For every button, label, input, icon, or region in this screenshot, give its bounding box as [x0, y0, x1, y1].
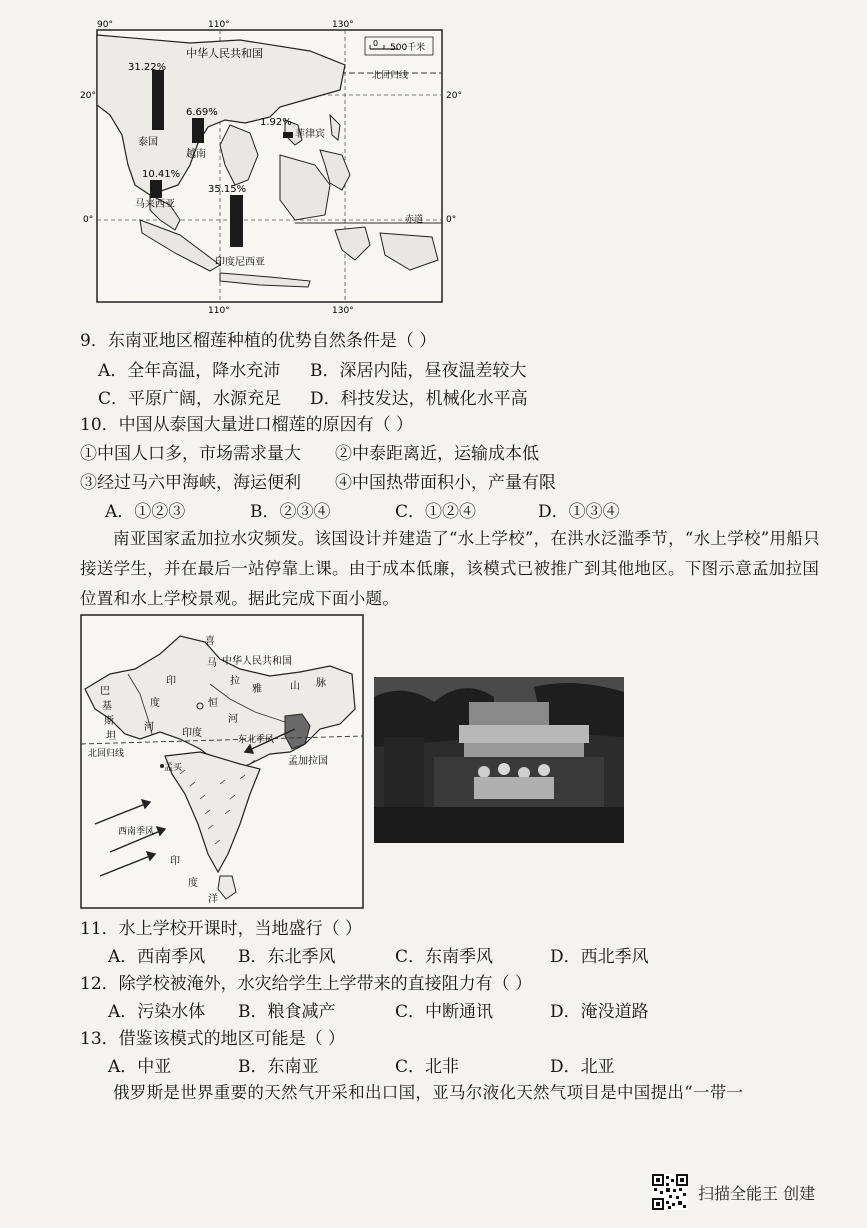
map2-label-india: 印度 [182, 728, 202, 739]
svg-text:0: 0 [373, 39, 379, 48]
question-11-option-b[interactable]: B．东北季风 [238, 947, 336, 967]
pakistan-3: 斯 [104, 716, 114, 727]
himalaya-1: 喜 [205, 636, 215, 647]
question-11-stem: 11．水上学校开课时，当地盛行（ ） [80, 919, 363, 939]
question-11-option-a[interactable]: A．西南季风 [108, 947, 206, 967]
lat-0-right: 0° [446, 215, 457, 225]
south-asia-map-svg [80, 614, 364, 909]
lon-130: 130° [332, 20, 354, 30]
label-mumbai: 孟买 [164, 763, 183, 773]
south-asia-map [80, 614, 364, 909]
label-malaysia: 马来西亚 [135, 199, 175, 210]
question-13-option-d[interactable]: D．北亚 [550, 1057, 615, 1077]
scale-label: 500千米 [390, 43, 426, 53]
lon-130-bottom: 130° [332, 306, 354, 315]
label-china: 中华人民共和国 [186, 47, 263, 60]
lon-90: 90° [97, 20, 113, 30]
lon-110-bottom: 110° [208, 306, 230, 315]
himalaya-2: 马 [207, 658, 217, 669]
passage-bangladesh: 南亚国家孟加拉水灾频发。该国设计并建造了“水上学校”，在洪水泛滥季节，“水上学校”用船只接送学生，并在最后一站停靠上课。由于成本低廉，该模式已被推广到其他地区。下图示意孟加拉国位置和水上学校景观。据此完成下面小题。 [80, 529, 820, 608]
pct-malaysia: 10.41% [142, 169, 181, 180]
ocean-1: 印 [170, 856, 180, 867]
lat-20-right: 20° [446, 91, 462, 101]
pakistan-4: 坦 [106, 731, 116, 742]
question-13-option-c[interactable]: C．北非 [395, 1057, 460, 1077]
question-10-option-a[interactable]: A．①②③ [105, 502, 186, 522]
question-10-option-d[interactable]: D．①③④ [538, 502, 620, 522]
question-10-stem: 10．中国从泰国大量进口榴莲的原因有（ ） [80, 415, 414, 435]
label-indonesia: 印度尼西亚 [215, 257, 265, 268]
bar-malaysia [150, 180, 162, 198]
himalaya-3: 拉 [230, 676, 240, 687]
question-10-statement-2: ②中泰距离近，运输成本低 [335, 444, 539, 464]
ocean-2: 度 [188, 878, 198, 889]
label-tropic: 北回归线 [372, 71, 409, 81]
question-10-option-b[interactable]: B．②③④ [250, 502, 331, 522]
question-10-option-c[interactable]: C．①②④ [395, 502, 477, 522]
southeast-asia-map [80, 15, 470, 315]
question-11-option-d[interactable]: D．西北季风 [550, 947, 649, 967]
label-philippines: 菲律宾 [295, 129, 325, 140]
passage-russia: 俄罗斯是世界重要的天然气开采和出口国，亚马尔液化天然气项目是中国提出“一带一 [113, 1083, 744, 1102]
question-10-statement-4: ④中国热带面积小，产量有限 [335, 473, 556, 493]
label-vietnam: 越南 [186, 149, 206, 160]
question-9-stem: 9．东南亚地区榴莲种植的优势自然条件是（ ） [80, 331, 437, 351]
question-9-option-b[interactable]: B．深居内陆，昼夜温差较大 [310, 361, 527, 381]
label-equator: 赤道 [405, 215, 424, 225]
label-bangladesh: 孟加拉国 [288, 756, 328, 767]
question-9-option-d[interactable]: D．科技发达，机械化水平高 [310, 389, 528, 409]
question-13-stem: 13．借鉴该模式的地区可能是（ ） [80, 1029, 346, 1049]
question-12-option-d[interactable]: D．淹没道路 [550, 1002, 649, 1022]
himalaya-6: 脉 [316, 678, 326, 689]
bar-philippines [283, 132, 293, 138]
question-10-statement-3: ③经过马六甲海峡，海运便利 [80, 473, 301, 493]
question-9-option-a[interactable]: A．全年高温，降水充沛 [98, 361, 281, 381]
ocean-3: 洋 [208, 894, 218, 905]
indus-3: 河 [144, 722, 154, 733]
southeast-asia-map-svg [80, 15, 470, 315]
question-12-stem: 12．除学校被淹外，水灾给学生上学带来的直接阻力有（ ） [80, 974, 533, 994]
question-11-option-c[interactable]: C．东南季风 [395, 947, 494, 967]
bar-indonesia [230, 195, 243, 247]
bar-vietnam [192, 118, 204, 143]
label-sw-monsoon: 西南季风 [118, 827, 155, 837]
qr-code-icon [652, 1174, 688, 1210]
pakistan-1: 巴 [100, 686, 110, 697]
pakistan-2: 基 [102, 701, 112, 712]
floating-school-photo [374, 677, 624, 843]
question-12-option-a[interactable]: A．污染水体 [108, 1002, 206, 1022]
lon-110: 110° [208, 20, 230, 30]
scanner-watermark-text: 扫描全能王 创建 [698, 1183, 816, 1203]
question-13-option-a[interactable]: A．中亚 [108, 1057, 172, 1077]
question-13-option-b[interactable]: B．东南亚 [238, 1057, 319, 1077]
question-12-option-b[interactable]: B．粮食减产 [238, 1002, 336, 1022]
indus-2: 度 [150, 698, 160, 709]
scanner-watermark [652, 1172, 815, 1212]
map2-label-china: 中华人民共和国 [222, 656, 292, 667]
pct-philippines: 1.92% [260, 117, 292, 128]
label-ne-monsoon: 东北季风 [238, 735, 275, 745]
question-10-statement-1: ①中国人口多，市场需求量大 [80, 444, 301, 464]
ganges-1: 恒 [208, 698, 218, 709]
pct-thailand: 31.22% [128, 62, 167, 73]
question-9-option-c[interactable]: C．平原广阔，水源充足 [98, 389, 282, 409]
lat-20-left: 20° [80, 91, 96, 101]
pct-indonesia: 35.15% [208, 184, 247, 195]
lat-0-left: 0° [83, 215, 94, 225]
bar-thailand [152, 70, 164, 130]
question-12-option-c[interactable]: C．中断通讯 [395, 1002, 494, 1022]
label-thailand: 泰国 [138, 137, 158, 148]
label-tropic-map2: 北回归线 [88, 749, 125, 759]
himalaya-5: 山 [290, 681, 300, 692]
himalaya-4: 雅 [252, 684, 262, 695]
ganges-2: 河 [228, 714, 238, 725]
indus-1: 印 [166, 676, 176, 687]
pct-vietnam: 6.69% [186, 107, 218, 118]
